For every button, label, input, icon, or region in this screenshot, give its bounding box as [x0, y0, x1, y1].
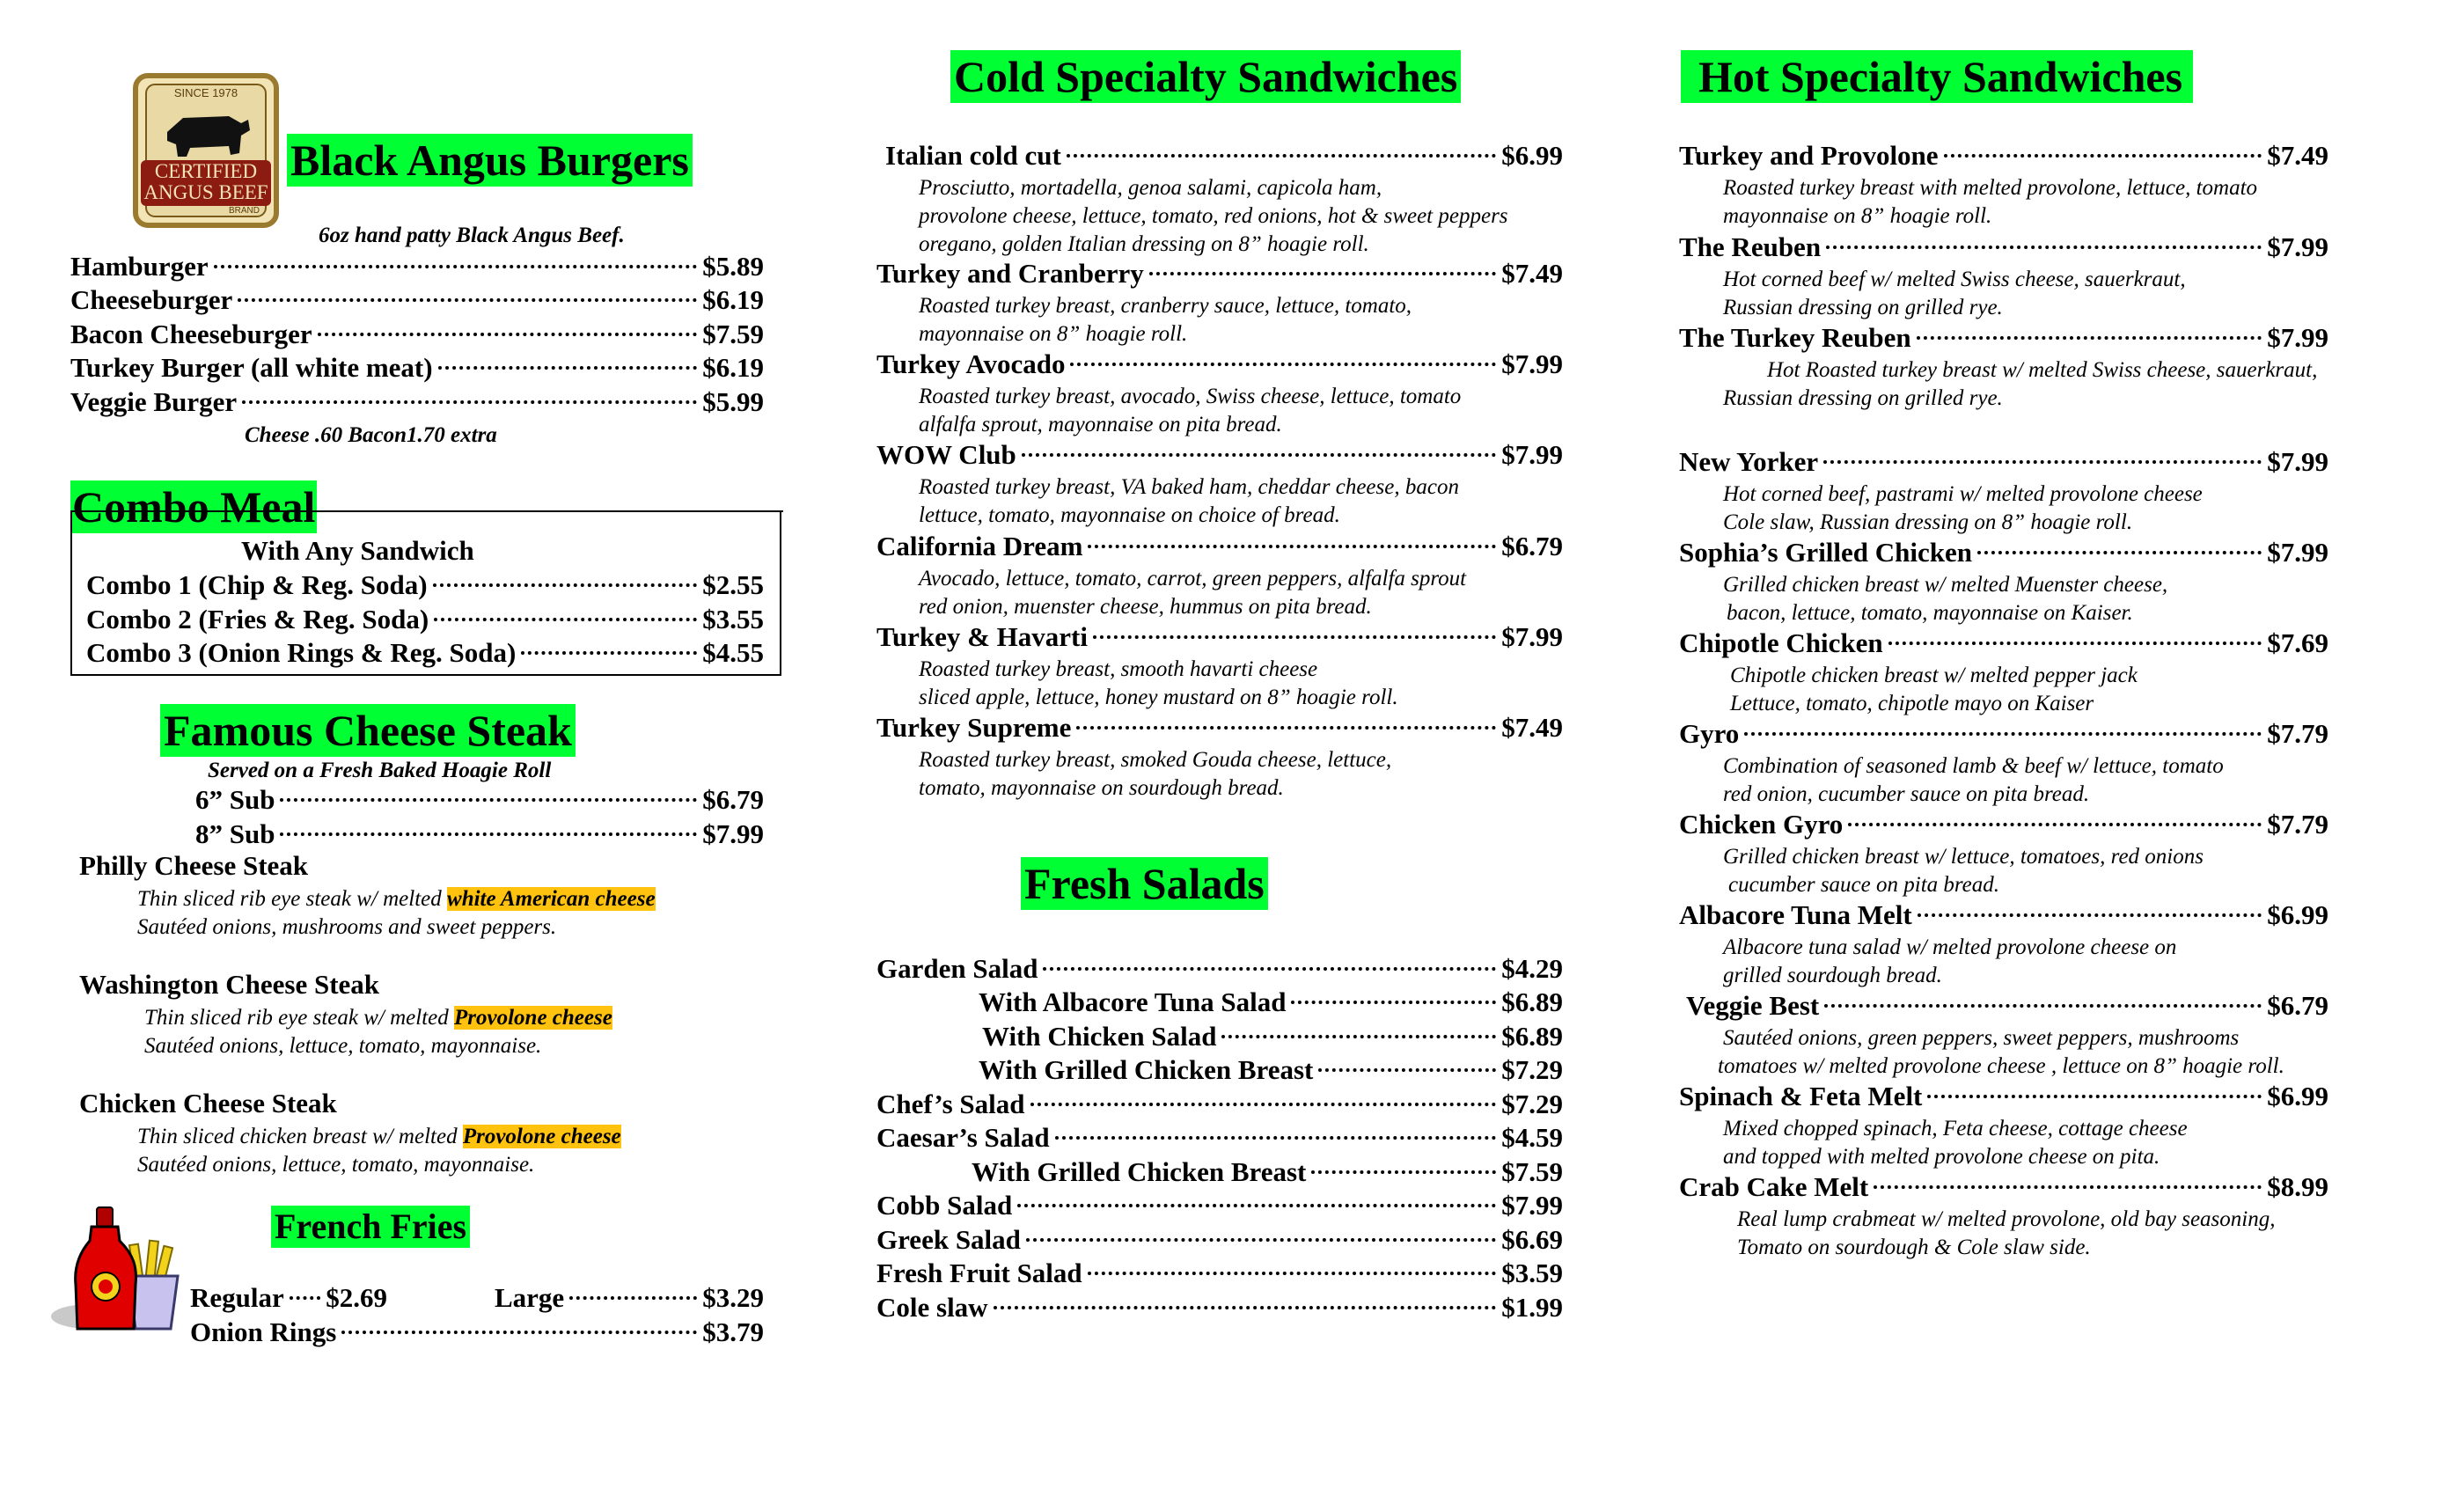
item-price: $5.89 [702, 251, 764, 282]
steak-item-name: Philly Cheese Steak [79, 850, 309, 881]
leader-dots [1823, 460, 2262, 464]
burgers-heading: Black Angus Burgers [287, 134, 693, 187]
hot-sandwich-row [1679, 717, 2328, 751]
item-price: $7.79 [2267, 718, 2328, 749]
item-price: $3.79 [702, 1316, 764, 1347]
certified-angus-beef-logo [132, 72, 280, 229]
cold-sandwich-row [876, 711, 1563, 744]
cold-sandwich-description: Avocado, lettuce, tomato, carrot, green peppers, alfalfa sprout [919, 567, 1467, 590]
salad-item-row [876, 1291, 1563, 1324]
fries-regular-row [190, 1281, 387, 1315]
leader-dots [1824, 1004, 2262, 1008]
hot-sandwich-row [1679, 808, 2328, 841]
hot-sandwich-description: Albacore tuna salad w/ melted provolone cheese on [1723, 935, 2177, 959]
item-name: Bacon Cheeseburger [70, 319, 312, 349]
item-name: Turkey Supreme [876, 712, 1072, 743]
leader-dots [1043, 967, 1496, 971]
item-price: $6.19 [702, 284, 764, 315]
leader-dots [438, 366, 698, 370]
steak-item-description [137, 1123, 621, 1151]
combo-item-row [86, 603, 764, 636]
burgers-extra-note: Cheese .60 Bacon1.70 extra [245, 423, 497, 447]
cold-sandwich-row [876, 257, 1563, 290]
item-price: $3.55 [702, 604, 764, 634]
item-price: $2.69 [326, 1282, 387, 1313]
item-name: 8” Sub [195, 818, 275, 849]
cold-sandwich-description: Roasted turkey breast, smoked Gouda cheese, lettuce, [919, 748, 1392, 772]
hot-sandwich-description: red onion, cucumber sauce on pita bread. [1723, 782, 2090, 806]
hot-sandwich-description: Cole slaw, Russian dressing on 8” hoagie roll. [1723, 510, 2133, 534]
hot-sandwich-row [1679, 536, 2328, 569]
leader-dots [1022, 453, 1496, 457]
item-name: Turkey and Cranberry [876, 258, 1144, 289]
steak-item-description-line: Sautéed onions, mushrooms and sweet peppers. [137, 915, 557, 939]
item-price: $7.99 [2267, 322, 2328, 353]
combo-heading: Combo Meal [72, 482, 316, 532]
burger-item-row [70, 351, 764, 385]
leader-dots [1076, 726, 1496, 730]
steak-item-description-line: Sautéed onions, lettuce, tomato, mayonnaise. [144, 1034, 542, 1058]
cheese-highlight: Provolone cheese [462, 1125, 621, 1148]
cold-sandwich-row [885, 139, 1563, 172]
item-name: Cheeseburger [70, 284, 233, 315]
hot-sandwich-row [1679, 445, 2328, 479]
description-text: Thin sliced rib eye steak w/ melted [137, 887, 448, 911]
cold-sandwich-description: Roasted turkey breast, avocado, Swiss cheese, lettuce, tomato [919, 385, 1462, 408]
leader-dots [280, 832, 697, 836]
leader-dots [1055, 1136, 1497, 1140]
cold-sandwich-description: red onion, muenster cheese, hummus on pita bread. [919, 595, 1372, 619]
leader-dots [280, 798, 697, 802]
item-price: $6.79 [1501, 531, 1563, 561]
salad-item-row [982, 1020, 1563, 1053]
item-price: $7.69 [2267, 627, 2328, 658]
item-name: Chicken Gyro [1679, 809, 1844, 840]
cold-sandwich-description: mayonnaise on 8” hoagie roll. [919, 322, 1188, 346]
leader-dots [1026, 1238, 1496, 1242]
item-price: $6.79 [702, 784, 764, 815]
logo-angus-beef-text: ANGUS BEEF [143, 181, 268, 203]
salad-item-row [979, 986, 1563, 1019]
item-name: Combo 3 (Onion Rings & Reg. Soda) [86, 637, 517, 668]
item-price: $7.99 [1501, 621, 1563, 652]
item-price: $3.59 [1501, 1258, 1563, 1288]
leader-dots [1291, 1001, 1496, 1004]
description-text: Thin sliced chicken breast w/ melted [137, 1125, 463, 1148]
item-price: $4.55 [702, 637, 764, 668]
item-price: $1.99 [1501, 1292, 1563, 1323]
hot-sandwich-description: Russian dressing on grilled rye. [1723, 296, 2003, 319]
item-name: Spinach & Feta Melt [1679, 1081, 1923, 1111]
leader-dots [1888, 642, 2262, 645]
salad-item-row [876, 1088, 1563, 1121]
item-price: $7.99 [702, 818, 764, 849]
item-name: Albacore Tuna Melt [1679, 899, 1912, 930]
leader-dots [1744, 732, 2262, 736]
cold-sandwich-description: Roasted turkey breast, smooth havarti cheese [919, 657, 1318, 681]
cold-sandwich-row [876, 438, 1563, 472]
combo-subtitle: With Any Sandwich [241, 535, 474, 566]
item-price: $7.29 [1501, 1054, 1563, 1085]
item-price: $6.99 [2267, 899, 2328, 930]
combo-item-row [86, 636, 764, 670]
hot-sandwich-description: Hot Roasted turkey breast w/ melted Swiss cheese, sauerkraut, [1767, 358, 2318, 382]
item-name: Caesar’s Salad [876, 1122, 1050, 1153]
item-price: $4.59 [1501, 1122, 1563, 1153]
leader-dots [238, 298, 697, 302]
item-name: Turkey Avocado [876, 348, 1066, 379]
hot-sandwich-row [1679, 139, 2328, 172]
item-name: Veggie Best [1686, 990, 1820, 1021]
cheese-highlight: white American cheese [447, 887, 656, 911]
item-name: Onion Rings [190, 1316, 337, 1347]
steak-size-row [195, 818, 764, 851]
leader-dots [1149, 272, 1497, 275]
steak-size-row [195, 783, 764, 817]
hot-sandwich-description: Tomato on sourdough & Cole slaw side. [1737, 1236, 2091, 1259]
hot-sandwich-description: Real lump crabmeat w/ melted provolone, old bay seasoning, [1737, 1207, 2276, 1231]
item-price: $4.29 [1501, 953, 1563, 984]
salad-item-row [876, 1189, 1563, 1222]
item-price: $7.59 [702, 319, 764, 349]
item-price: $7.59 [1501, 1156, 1563, 1187]
cold-sandwiches-heading: Cold Specialty Sandwiches [950, 50, 1461, 103]
leader-dots [1030, 1103, 1497, 1106]
leader-dots [1067, 154, 1496, 158]
cheese-steak-heading: Famous Cheese Steak [160, 704, 576, 757]
cheese-steak-subtitle: Served on a Fresh Baked Hoagie Roll [208, 759, 552, 782]
leader-dots [1318, 1068, 1496, 1072]
hot-sandwich-row [1679, 1170, 2328, 1204]
hot-sandwich-description: tomatoes w/ melted provolone cheese , lettuce on 8” hoagie roll. [1718, 1054, 2284, 1078]
hot-sandwich-row [1679, 627, 2328, 660]
cold-sandwich-description: Roasted turkey breast, cranberry sauce, lettuce, tomato, [919, 294, 1412, 318]
leader-dots [1221, 1035, 1496, 1038]
leader-dots [318, 333, 698, 336]
item-name: The Reuben [1679, 231, 1822, 262]
item-price: $6.99 [1501, 140, 1563, 171]
leader-dots [1088, 1272, 1497, 1275]
item-name: Turkey Burger (all white meat) [70, 352, 433, 383]
cold-sandwich-row [876, 530, 1563, 563]
item-price: $7.99 [1501, 439, 1563, 470]
burgers-subtitle: 6oz hand patty Black Angus Beef. [319, 224, 625, 247]
leader-dots [1927, 1095, 2262, 1098]
combo-heading-line [352, 510, 783, 512]
leader-dots [1088, 545, 1496, 548]
item-name: Sophia’s Grilled Chicken [1679, 537, 1973, 568]
item-name: Combo 2 (Fries & Reg. Soda) [86, 604, 429, 634]
cold-sandwich-description: Roasted turkey breast, VA baked ham, cheddar cheese, bacon [919, 475, 1459, 499]
item-name: Turkey & Havarti [876, 621, 1088, 652]
item-name: Large [495, 1282, 565, 1313]
hot-sandwich-description: Grilled chicken breast w/ lettuce, tomatoes, red onions [1723, 845, 2204, 869]
leader-dots [1917, 336, 2262, 340]
hot-sandwiches-heading: Hot Specialty Sandwiches [1681, 50, 2193, 103]
item-price: $5.99 [702, 386, 764, 417]
leader-dots [1826, 246, 2262, 249]
salad-item-row [876, 1223, 1563, 1257]
salad-item-row [979, 1053, 1563, 1087]
item-name: 6” Sub [195, 784, 275, 815]
burger-item-row [70, 250, 764, 283]
logo-brand-text: BRAND [229, 206, 260, 216]
salad-item-row [876, 1121, 1563, 1155]
hot-sandwich-description: and topped with melted provolone cheese on pita. [1723, 1145, 2160, 1169]
burger-item-row [70, 283, 764, 317]
hot-sandwich-description: Chipotle chicken breast w/ melted pepper jack [1730, 664, 2138, 687]
leader-dots [1977, 551, 2262, 554]
cold-sandwich-row [876, 620, 1563, 654]
leader-dots [1848, 823, 2262, 826]
item-price: $7.99 [1501, 1190, 1563, 1221]
leader-dots [433, 583, 698, 587]
item-price: $6.19 [702, 352, 764, 383]
fries-large-row [495, 1281, 764, 1315]
item-name: The Turkey Reuben [1679, 322, 1911, 353]
leader-dots [1918, 913, 2262, 917]
item-price: $7.49 [1501, 258, 1563, 289]
hot-sandwich-description: cucumber sauce on pita bread. [1728, 873, 2000, 897]
leader-dots [341, 1331, 697, 1334]
item-name: With Albacore Tuna Salad [979, 986, 1287, 1017]
item-name: Chef’s Salad [876, 1089, 1025, 1119]
item-price: $7.99 [2267, 446, 2328, 477]
item-name: New Yorker [1679, 446, 1819, 477]
french-fries-heading: French Fries [271, 1206, 470, 1248]
item-name: Combo 1 (Chip & Reg. Soda) [86, 569, 428, 600]
leader-dots [1093, 635, 1496, 639]
onion-rings-row [190, 1316, 764, 1349]
leader-dots [1311, 1170, 1496, 1174]
item-name: Crab Cake Melt [1679, 1171, 1869, 1202]
salad-item-row [876, 952, 1563, 986]
steak-item-description [144, 1004, 612, 1032]
salad-item-row [876, 1257, 1563, 1290]
hot-sandwich-description: Russian dressing on grilled rye. [1723, 386, 2003, 410]
cold-sandwich-row [876, 348, 1563, 381]
leader-dots [214, 265, 698, 268]
item-name: Chipotle Chicken [1679, 627, 1883, 658]
hot-sandwich-description: Mixed chopped spinach, Feta cheese, cottage cheese [1723, 1117, 2188, 1140]
leader-dots [569, 1296, 697, 1300]
item-name: Italian cold cut [885, 140, 1061, 171]
combo-item-row [86, 568, 764, 602]
logo-since-text: SINCE 1978 [173, 86, 238, 99]
item-price: $7.79 [2267, 809, 2328, 840]
item-price: $7.99 [1501, 348, 1563, 379]
item-name: Fresh Fruit Salad [876, 1258, 1082, 1288]
steak-item-name: Chicken Cheese Steak [79, 1088, 337, 1118]
hot-sandwich-description: Hot corned beef, pastrami w/ melted provolone cheese [1723, 482, 2203, 506]
steak-item-description [137, 885, 656, 913]
hot-sandwich-description: Lettuce, tomato, chipotle mayo on Kaiser [1730, 692, 2094, 715]
hot-sandwich-description: grilled sourdough bread. [1723, 964, 1942, 987]
item-price: $7.29 [1501, 1089, 1563, 1119]
burger-item-row [70, 318, 764, 351]
cold-sandwich-description: Prosciutto, mortadella, genoa salami, capicola ham, [919, 176, 1382, 200]
hot-sandwich-row [1686, 989, 2328, 1023]
hot-sandwich-description: Grilled chicken breast w/ melted Muenster cheese, [1723, 573, 2168, 597]
leader-dots [521, 651, 697, 655]
steak-item-name: Washington Cheese Steak [79, 969, 380, 1000]
leader-dots [290, 1296, 320, 1300]
item-name: With Chicken Salad [982, 1021, 1217, 1052]
hot-sandwich-row [1679, 321, 2328, 355]
leader-dots [1944, 154, 2262, 158]
leader-dots [1070, 363, 1496, 366]
leader-dots [1017, 1204, 1496, 1207]
hot-sandwich-description: Combination of seasoned lamb & beef w/ lettuce, tomato [1723, 754, 2224, 778]
hot-sandwich-row [1679, 231, 2328, 264]
item-name: Greek Salad [876, 1224, 1021, 1255]
item-price: $7.99 [2267, 537, 2328, 568]
item-name: Cobb Salad [876, 1190, 1013, 1221]
item-price: $7.99 [2267, 231, 2328, 262]
leader-dots [242, 400, 697, 404]
leader-dots [994, 1306, 1497, 1309]
cold-sandwich-description: alfalfa sprout, mayonnaise on pita bread. [919, 413, 1282, 436]
item-price: $8.99 [2267, 1171, 2328, 1202]
item-price: $6.69 [1501, 1224, 1563, 1255]
hot-sandwich-description: bacon, lettuce, tomato, mayonnaise on Kaiser. [1727, 601, 2133, 625]
cold-sandwich-description: lettuce, tomato, mayonnaise on choice of bread. [919, 503, 1340, 527]
item-price: $7.49 [2267, 140, 2328, 171]
item-name: Garden Salad [876, 953, 1038, 984]
salad-item-row [972, 1155, 1563, 1189]
item-price: $6.89 [1501, 986, 1563, 1017]
hot-sandwich-description: Roasted turkey breast with melted provolone, lettuce, tomato [1723, 176, 2258, 200]
cold-sandwich-description: provolone cheese, lettuce, tomato, red onions, hot & sweet peppers [919, 204, 1508, 228]
item-price: $3.29 [702, 1282, 764, 1313]
hot-sandwich-row [1679, 1080, 2328, 1113]
item-name: WOW Club [876, 439, 1016, 470]
item-price: $7.49 [1501, 712, 1563, 743]
item-name: Gyro [1679, 718, 1740, 749]
item-name: With Grilled Chicken Breast [979, 1054, 1314, 1085]
hot-sandwich-description: mayonnaise on 8” hoagie roll. [1723, 204, 1992, 228]
item-price: $6.89 [1501, 1021, 1563, 1052]
description-text: Thin sliced rib eye steak w/ melted [144, 1006, 455, 1030]
hot-sandwich-row [1679, 898, 2328, 932]
burger-item-row [70, 385, 764, 419]
item-name: Regular [190, 1282, 284, 1313]
ketchup-fries-icon [48, 1206, 188, 1338]
item-name: With Grilled Chicken Breast [972, 1156, 1307, 1187]
cheese-highlight: Provolone cheese [454, 1006, 612, 1030]
item-name: Veggie Burger [70, 386, 238, 417]
steak-item-description-line: Sautéed onions, lettuce, tomato, mayonnaise. [137, 1153, 535, 1177]
hot-sandwich-description: Hot corned beef w/ melted Swiss cheese, sauerkraut, [1723, 268, 2186, 291]
logo-certified-text: CERTIFIED [154, 160, 258, 182]
leader-dots [1874, 1185, 2262, 1189]
item-name: California Dream [876, 531, 1083, 561]
cold-sandwich-description: oregano, golden Italian dressing on 8” hoagie roll. [919, 232, 1369, 256]
fresh-salads-heading: Fresh Salads [1021, 857, 1268, 910]
item-price: $6.79 [2267, 990, 2328, 1021]
leader-dots [434, 618, 697, 621]
item-price: $2.55 [702, 569, 764, 600]
cold-sandwich-description: sliced apple, lettuce, honey mustard on 8” hoagie roll. [919, 686, 1398, 709]
item-name: Hamburger [70, 251, 209, 282]
item-price: $6.99 [2267, 1081, 2328, 1111]
cold-sandwich-description: tomato, mayonnaise on sourdough bread. [919, 776, 1284, 800]
item-name: Cole slaw [876, 1292, 988, 1323]
item-name: Turkey and Provolone [1679, 140, 1939, 171]
hot-sandwich-description: Sautéed onions, green peppers, sweet peppers, mushrooms [1723, 1026, 2240, 1050]
